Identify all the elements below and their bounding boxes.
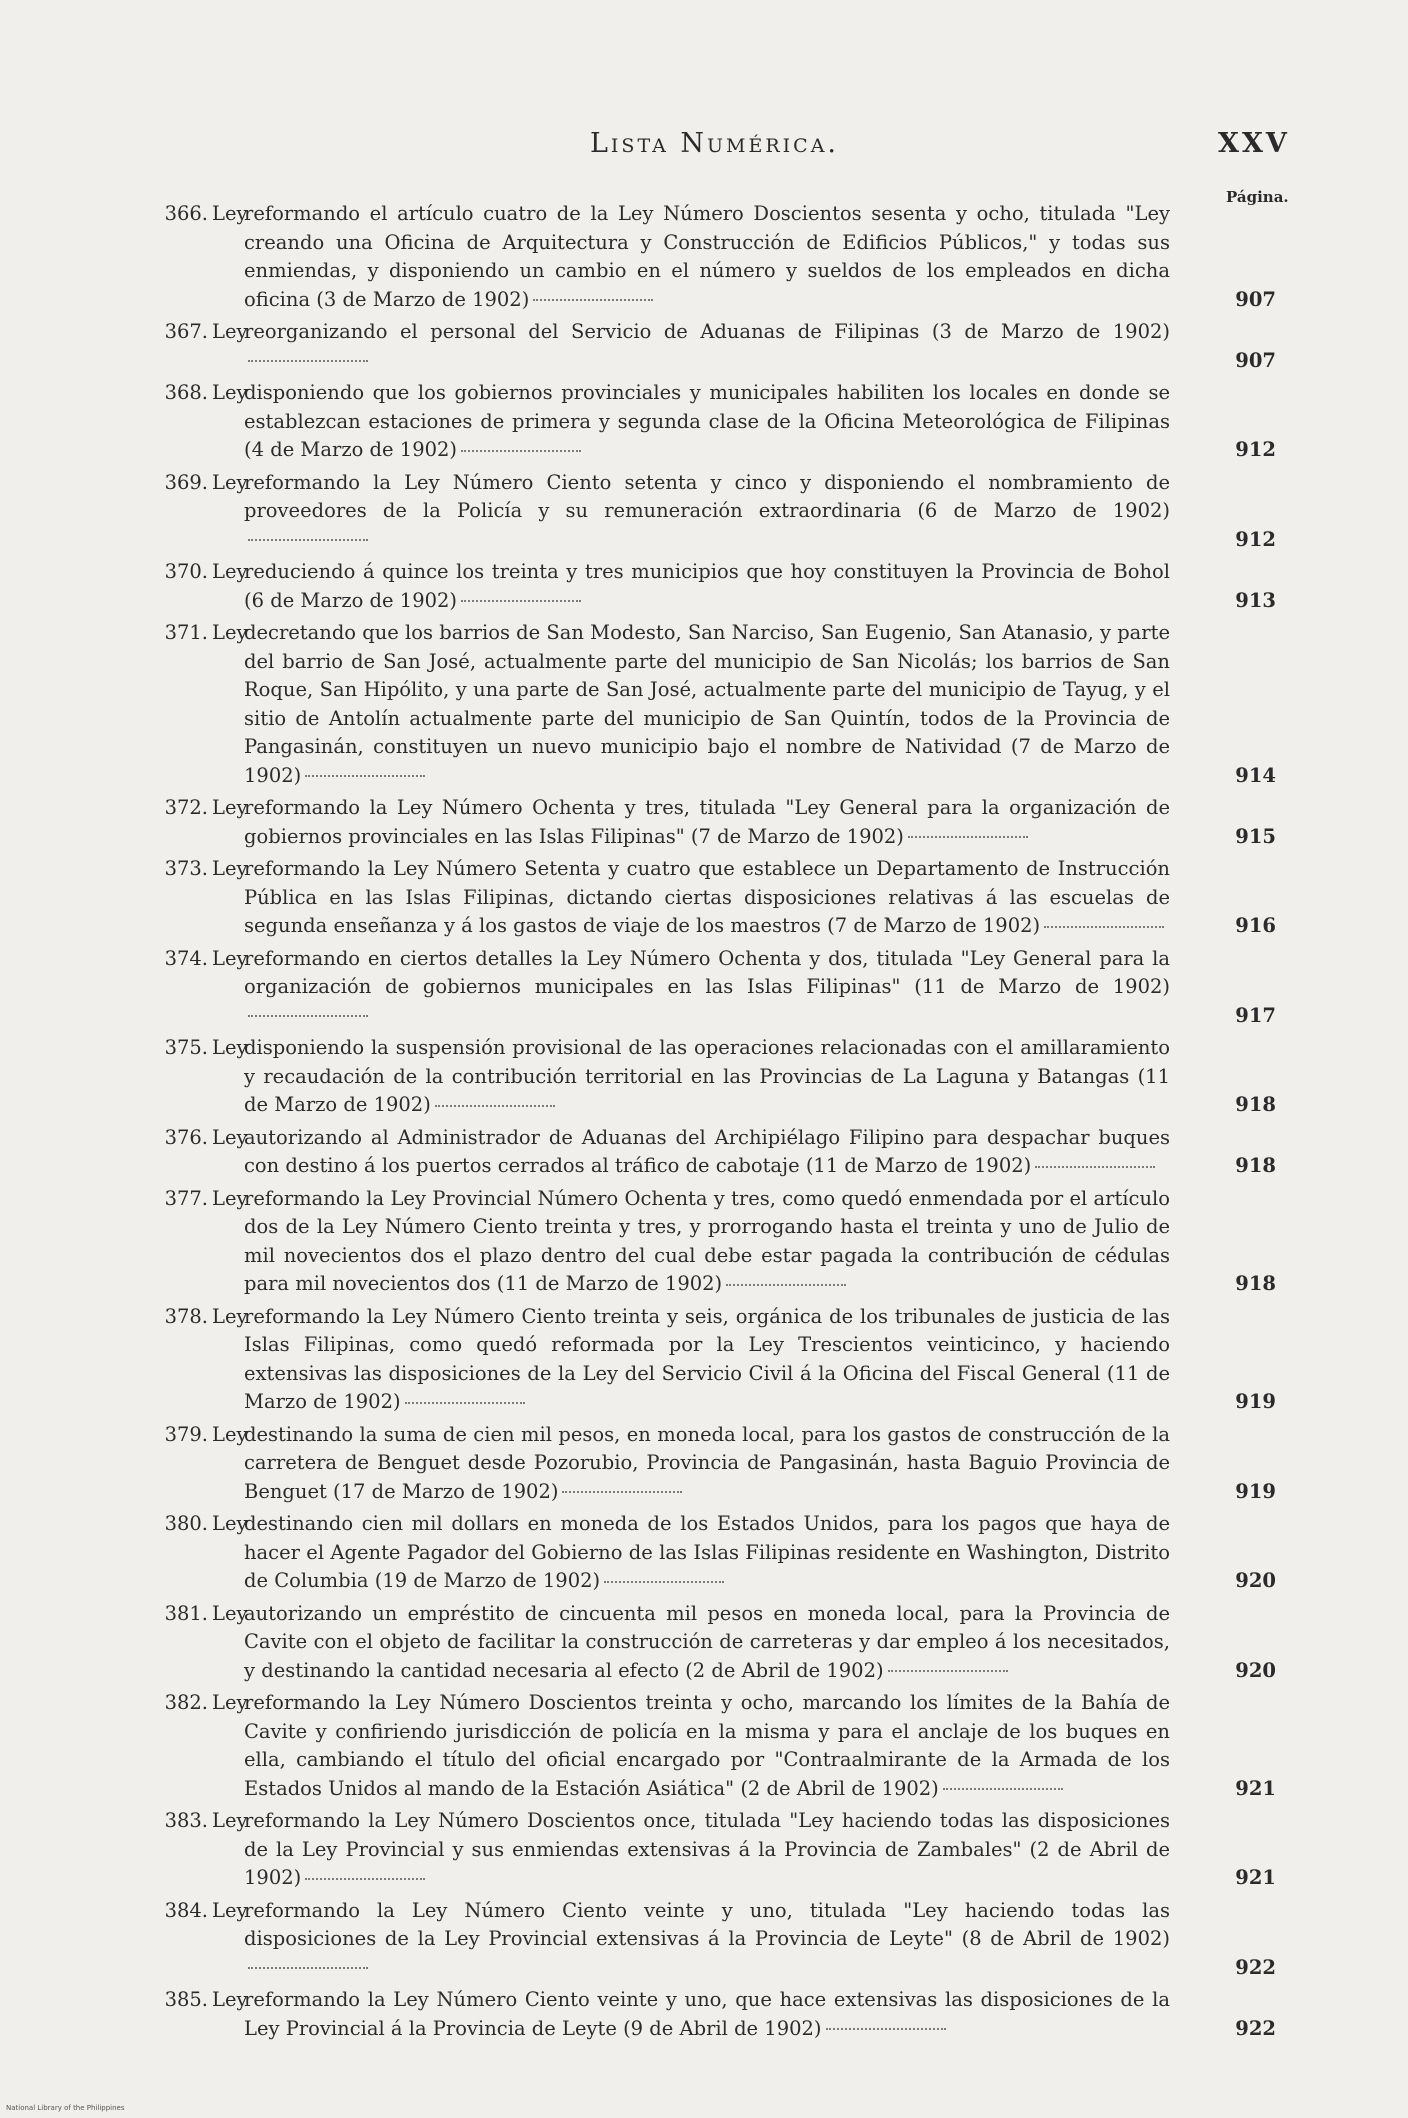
entry-description-text: reorganizando el personal del Servicio de Aduanas de Filipinas (3 de Marzo de 1902)	[244, 320, 1170, 343]
entry-description	[244, 1124, 1170, 1181]
entry-ley-word: Ley	[212, 1422, 248, 1446]
entry-description-text: decretando que los barrios de San Modesto, San Narciso, San Eugenio, San Atanasio, y parte del barrio de San José, actualmente parte del municipio de San Nicolás; los barrios de San Roque, San Hipólito, y una parte de San José, actualmente parte del municipio de Tayug, y el sitio de Antolín actualmente parte del municipio de San Quintín, todos de la Provincia de Pangasinán, constituyen un nuevo municipio bajo el nombre de Natividad (7 de Marzo de 1902)	[244, 621, 1170, 787]
entry-page-reference: 920	[1235, 1658, 1276, 1682]
law-entry	[156, 1421, 1276, 1507]
dot-leader	[1044, 926, 1164, 928]
law-entry	[156, 1897, 1276, 1983]
law-entry	[156, 558, 1276, 615]
law-entry	[156, 200, 1276, 314]
entry-ley-word: Ley	[212, 1691, 248, 1714]
page-header	[0, 128, 1408, 168]
dot-leader	[726, 1284, 846, 1286]
entry-page-reference: 918	[1235, 1154, 1276, 1177]
law-entry	[156, 619, 1276, 790]
law-entry	[156, 1807, 1276, 1893]
entry-description	[244, 619, 1170, 790]
entry-description	[244, 1986, 1170, 2043]
dot-leader	[248, 360, 368, 362]
law-list	[156, 200, 1276, 2047]
entry-number: 380.	[164, 1512, 208, 1535]
law-entry	[156, 945, 1276, 1031]
entry-number: 369.	[164, 470, 208, 494]
entry-page-reference: 919	[1235, 1390, 1276, 1413]
dot-leader	[248, 1967, 368, 1969]
entry-page-reference: 922	[1235, 2016, 1276, 2040]
entry-ley-word: Ley	[212, 1988, 248, 2011]
entry-description-text: reformando la Ley Provincial Número Ochenta y tres, como quedó enmendada por el artículo dos de la Ley Número Ciento treinta y tres, y prorrogando hasta el treinta y uno de Julio de mil novecientos dos el plazo dentro del cual debe estar pagada la contribución de cédulas para mil novecientos dos (11 de Marzo de 1902)	[244, 1186, 1170, 1295]
entry-description	[244, 1897, 1170, 1983]
dot-leader	[248, 539, 368, 541]
law-entry	[156, 1185, 1276, 1299]
law-entry	[156, 1124, 1276, 1181]
entry-ley-word: Ley	[212, 470, 248, 494]
law-entry	[156, 1034, 1276, 1120]
entry-page-reference: 921	[1235, 1776, 1276, 1800]
entry-description	[244, 1510, 1170, 1596]
entry-description-text: reformando la Ley Número Ciento veinte y uno, que hace extensivas las disposiciones de la Ley Provincial á la Provincia de Leyte (9 de Abril de 1902)	[244, 1988, 1170, 2040]
entry-description-text: autorizando un empréstito de cincuenta mil pesos en moneda local, para la Provincia de Cavite con el objeto de facilitar la construcción de carreteras y dar empleo á los necesitados, y destinando la cantidad necesaria al efecto (2 de Abril de 1902)	[244, 1601, 1170, 1682]
entry-description	[244, 558, 1170, 615]
entry-description	[244, 1185, 1170, 1299]
entry-ley-word: Ley	[212, 1512, 248, 1535]
entry-description	[244, 379, 1170, 465]
entry-ley-word: Ley	[212, 1125, 248, 1149]
dot-leader	[943, 1788, 1063, 1790]
entry-number: 381.	[164, 1601, 208, 1625]
entry-number: 385.	[164, 1988, 208, 2011]
entry-description	[244, 794, 1170, 851]
entry-number: 379.	[164, 1422, 208, 1446]
law-entry	[156, 1689, 1276, 1803]
entry-page-reference: 912	[1235, 438, 1276, 461]
entry-number: 376.	[164, 1125, 208, 1149]
entry-description-text: reformando en ciertos detalles la Ley Número Ochenta y dos, titulada "Ley General para la organización de gobiernos municipales en las Islas Filipinas" (11 de Marzo de 1902)	[244, 946, 1170, 998]
entry-description-text: reformando la Ley Número Ciento setenta y cinco y disponiendo el nombramiento de proveedores de la Policía y su remuneración extraordinaria (6 de Marzo de 1902)	[244, 470, 1170, 522]
entry-description-text: reformando el artículo cuatro de la Ley Número Doscientos sesenta y ocho, titulada "Ley creando una Oficina de Arquitectura y Construcción de Edificios Públicos," y todas sus enmiendas, y disponiendo un cambio en el número y sueldos de los empleados en dicha oficina (3 de Marzo de 1902)	[244, 202, 1170, 311]
entry-description	[244, 1421, 1170, 1507]
entry-number: 368.	[164, 381, 208, 404]
page-number: XXV	[1218, 128, 1290, 159]
law-entry	[156, 318, 1276, 375]
dot-leader	[305, 1878, 425, 1880]
entry-ley-word: Ley	[212, 1601, 248, 1625]
entry-number: 383.	[164, 1809, 208, 1832]
entry-page-reference: 917	[1235, 1003, 1276, 1027]
entry-description	[244, 469, 1170, 555]
entry-description-text: disponiendo que los gobiernos provinciales y municipales habiliten los locales en donde se establezcan estaciones de primera y segunda clase de la Oficina Meteorológica de Filipinas (4 de Marzo de 1902)	[244, 381, 1170, 461]
entry-ley-word: Ley	[212, 560, 248, 583]
entry-description	[244, 1600, 1170, 1686]
entry-ley-word: Ley	[212, 621, 248, 644]
entry-ley-word: Ley	[212, 1304, 248, 1328]
entry-page-reference: 916	[1235, 914, 1276, 937]
entry-ley-word: Ley	[212, 796, 248, 819]
entry-number: 367.	[164, 320, 208, 343]
entry-description-text: reduciendo á quince los treinta y tres municipios que hoy constituyen la Provincia de Bohol (6 de Marzo de 1902)	[244, 560, 1170, 612]
law-entry	[156, 1510, 1276, 1596]
entry-number: 377.	[164, 1186, 208, 1210]
entry-page-reference: 915	[1235, 824, 1276, 848]
entry-description	[244, 200, 1170, 314]
entry-ley-word: Ley	[212, 946, 248, 970]
law-entry	[156, 1986, 1276, 2043]
entry-page-reference: 922	[1235, 1955, 1276, 1979]
entry-description-text: reformando la Ley Número Doscientos treinta y ocho, marcando los límites de la Bahía de Cavite y confiriendo jurisdicción de policía en la misma y para el anclaje de los buques en ella, cambiando el título del oficial encargado por "Contraalmirante de la Armada de los Estados Unidos al mando de la Estación Asiática" (2 de Abril de 1902)	[244, 1691, 1170, 1800]
page-column-label: Página.	[1226, 188, 1289, 206]
entry-number: 371.	[164, 621, 208, 644]
dot-leader	[248, 1015, 368, 1017]
law-entry	[156, 379, 1276, 465]
entry-page-reference: 919	[1235, 1479, 1276, 1503]
dot-leader	[908, 836, 1028, 838]
entry-ley-word: Ley	[212, 1898, 248, 1922]
entry-ley-word: Ley	[212, 857, 248, 880]
entry-number: 382.	[164, 1691, 208, 1714]
dot-leader	[562, 1491, 682, 1493]
entry-page-reference: 912	[1235, 527, 1276, 551]
entry-description-text: reformando la Ley Número Ochenta y tres, titulada "Ley General para la organización de gobiernos provinciales en las Islas Filipinas" (7 de Marzo de 1902)	[244, 796, 1170, 848]
entry-number: 373.	[164, 857, 208, 880]
entry-ley-word: Ley	[212, 1186, 248, 1210]
entry-description-text: disponiendo la suspensión provisional de las operaciones relacionadas con el amillaramiento y recaudación de la contribución territorial en las Provincias de La Laguna y Batangas (11 de Marzo de 1902)	[244, 1036, 1170, 1116]
dot-leader	[435, 1105, 555, 1107]
law-entry	[156, 794, 1276, 851]
entry-number: 378.	[164, 1304, 208, 1328]
dot-leader	[305, 775, 425, 777]
entry-ley-word: Ley	[212, 1809, 248, 1832]
law-entry	[156, 469, 1276, 555]
entry-number: 384.	[164, 1898, 208, 1922]
entry-page-reference: 918	[1235, 1093, 1276, 1116]
entry-description-text: reformando la Ley Número Ciento veinte y uno, titulada "Ley haciendo todas las disposiciones de la Ley Provincial extensivas á la Provincia de Leyte" (8 de Abril de 1902)	[244, 1898, 1170, 1950]
entry-number: 366.	[164, 202, 208, 225]
entry-description-text: reformando la Ley Número Doscientos once, titulada "Ley haciendo todas las disposiciones de la Ley Provincial y sus enmiendas extensivas á la Provincia de Zambales" (2 de Abril de 1902)	[244, 1809, 1170, 1889]
entry-description	[244, 1034, 1170, 1120]
law-entry	[156, 1303, 1276, 1417]
footer-credit: National Library of the Philippines	[6, 2104, 125, 2112]
dot-leader	[888, 1670, 1008, 1672]
entry-page-reference: 920	[1235, 1569, 1276, 1592]
law-entry	[156, 855, 1276, 941]
dot-leader	[1035, 1166, 1155, 1168]
entry-description-text: destinando cien mil dollars en moneda de los Estados Unidos, para los pagos que haya de hacer el Agente Pagador del Gobierno de las Islas Filipinas residente en Washington, Distrito de Columbia (19 de Marzo de 1902)	[244, 1512, 1170, 1592]
entry-page-reference: 907	[1235, 348, 1276, 372]
entry-page-reference: 907	[1235, 287, 1276, 311]
entry-description	[244, 318, 1170, 375]
entry-ley-word: Ley	[212, 1036, 248, 1059]
entry-number: 370.	[164, 560, 208, 583]
entry-description-text: reformando la Ley Número Ciento treinta y seis, orgánica de los tribunales de justicia de las Islas Filipinas, como quedó reformada por la Ley Trescientos veinticinco, y haciendo extensivas las disposiciones de la Ley del Servicio Civil á la Oficina del Fiscal General (11 de Marzo de 1902)	[244, 1304, 1170, 1413]
dot-leader	[461, 450, 581, 452]
entry-description-text: destinando la suma de cien mil pesos, en moneda local, para los gastos de construcción de la carretera de Benguet desde Pozorubio, Provincia de Pangasinán, hasta Baguio Provincia de Benguet (17 de Marzo de 1902)	[244, 1422, 1170, 1503]
entry-ley-word: Ley	[212, 320, 248, 343]
entry-description	[244, 1689, 1170, 1803]
dot-leader	[604, 1581, 724, 1583]
entry-page-reference: 918	[1235, 1272, 1276, 1295]
running-title: Lista Numérica.	[590, 128, 840, 159]
dot-leader	[826, 2028, 946, 2030]
entry-page-reference: 913	[1235, 588, 1276, 612]
law-entry	[156, 1600, 1276, 1686]
dot-leader	[533, 299, 653, 301]
entry-page-reference: 914	[1235, 763, 1276, 787]
dot-leader	[461, 600, 581, 602]
entry-description-text: reformando la Ley Número Setenta y cuatro que establece un Departamento de Instrucción Pública en las Islas Filipinas, dictando ciertas disposiciones relativas á las escuelas de segunda enseñanza y á los gastos de viaje de los maestros (7 de Marzo de 1902)	[244, 857, 1170, 937]
entry-description	[244, 1807, 1170, 1893]
entry-number: 374.	[164, 946, 208, 970]
entry-ley-word: Ley	[212, 202, 248, 225]
dot-leader	[405, 1402, 525, 1404]
entry-number: 375.	[164, 1036, 208, 1059]
entry-page-reference: 921	[1235, 1866, 1276, 1889]
entry-ley-word: Ley	[212, 381, 248, 404]
entry-description-text: autorizando al Administrador de Aduanas del Archipiélago Filipino para despachar buques con destino á los puertos cerrados al tráfico de cabotaje (11 de Marzo de 1902)	[244, 1125, 1170, 1177]
entry-description	[244, 855, 1170, 941]
entry-number: 372.	[164, 796, 208, 819]
entry-description	[244, 945, 1170, 1031]
entry-description	[244, 1303, 1170, 1417]
